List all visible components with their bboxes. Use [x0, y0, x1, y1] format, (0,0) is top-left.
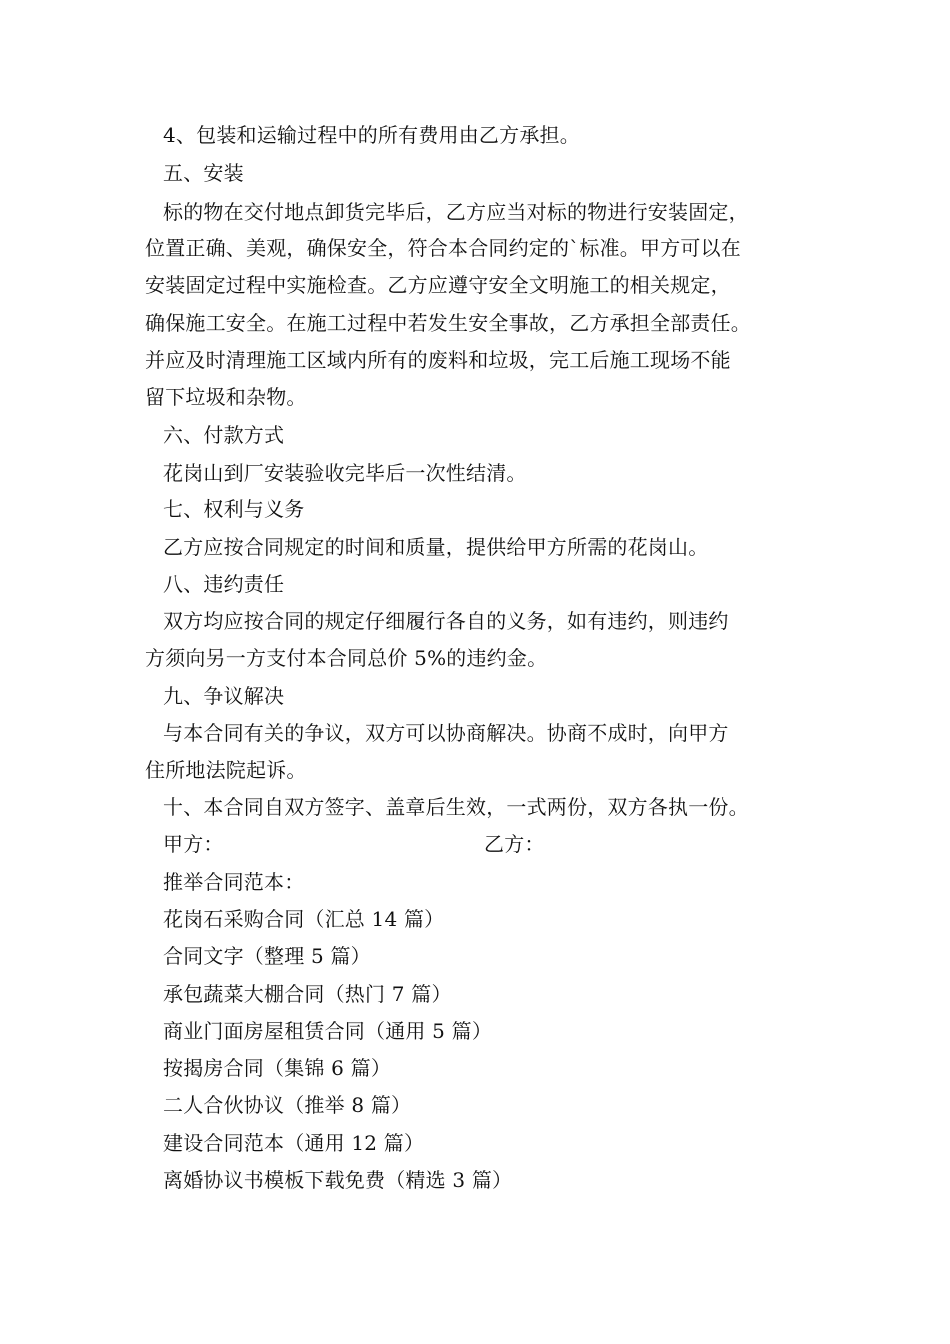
recommend-link[interactable]: 商业门面房屋租赁合同（通用 5 篇）: [163, 1019, 493, 1043]
section-heading-payment: 六、付款方式: [163, 423, 285, 447]
section-heading-breach: 八、违约责任: [163, 572, 285, 596]
recommend-link[interactable]: 承包蔬菜大棚合同（热门 7 篇）: [163, 982, 452, 1006]
clause-10-effectiveness: 十、本合同自双方签字、盖章后生效，一式两份，双方各执一份。: [163, 795, 749, 819]
section-heading-rights: 七、权利与义务: [163, 497, 305, 521]
recommend-link[interactable]: 二人合伙协议（推举 8 篇）: [163, 1093, 412, 1117]
installation-paragraph-line-5: 并应及时清理施工区域内所有的废料和垃圾，完工后施工现场不能: [145, 348, 731, 372]
dispute-paragraph-line-2: 住所地法院起诉。: [145, 758, 307, 782]
recommend-link[interactable]: 离婚协议书模板下载免费（精选 3 篇）: [163, 1168, 513, 1192]
recommend-heading: 推举合同范本：: [163, 870, 305, 894]
section-heading-dispute: 九、争议解决: [163, 684, 285, 708]
clause-4-packaging-cost: 4、包装和运输过程中的所有费用由乙方承担。: [163, 123, 580, 147]
installation-paragraph-line-2: 位置正确、美观，确保安全，符合本合同约定的`标准。甲方可以在: [145, 236, 741, 260]
section-heading-installation: 五、安装: [163, 161, 244, 185]
breach-paragraph-line-1: 双方均应按合同的规定仔细履行各自的义务，如有违约，则违约: [163, 609, 729, 633]
recommend-link[interactable]: 建设合同范本（通用 12 篇）: [163, 1131, 425, 1155]
installation-paragraph-line-1: 标的物在交付地点卸货完毕后，乙方应当对标的物进行安装固定，: [163, 200, 749, 224]
installation-paragraph-line-6: 留下垃圾和杂物。: [145, 385, 307, 409]
installation-paragraph-line-3: 安装固定过程中实施检查。乙方应遵守安全文明施工的相关规定，: [145, 273, 731, 297]
payment-paragraph: 花岗山到厂安装验收完毕后一次性结清。: [163, 461, 527, 485]
installation-paragraph-line-4: 确保施工安全。在施工过程中若发生安全事故，乙方承担全部责任。: [145, 311, 751, 335]
recommend-link[interactable]: 花岗石采购合同（汇总 14 篇）: [163, 907, 445, 931]
rights-paragraph: 乙方应按合同规定的时间和质量，提供给甲方所需的花岗山。: [163, 535, 709, 559]
party-b-signature-label: 乙方：: [484, 832, 545, 856]
dispute-paragraph-line-1: 与本合同有关的争议，双方可以协商解决。协商不成时，向甲方: [163, 721, 729, 745]
party-a-signature-label: 甲方：: [163, 832, 224, 856]
recommend-link[interactable]: 按揭房合同（集锦 6 篇）: [163, 1056, 392, 1080]
breach-paragraph-line-2: 方须向另一方支付本合同总价 5%的违约金。: [145, 646, 548, 670]
recommend-link[interactable]: 合同文字（整理 5 篇）: [163, 944, 371, 968]
